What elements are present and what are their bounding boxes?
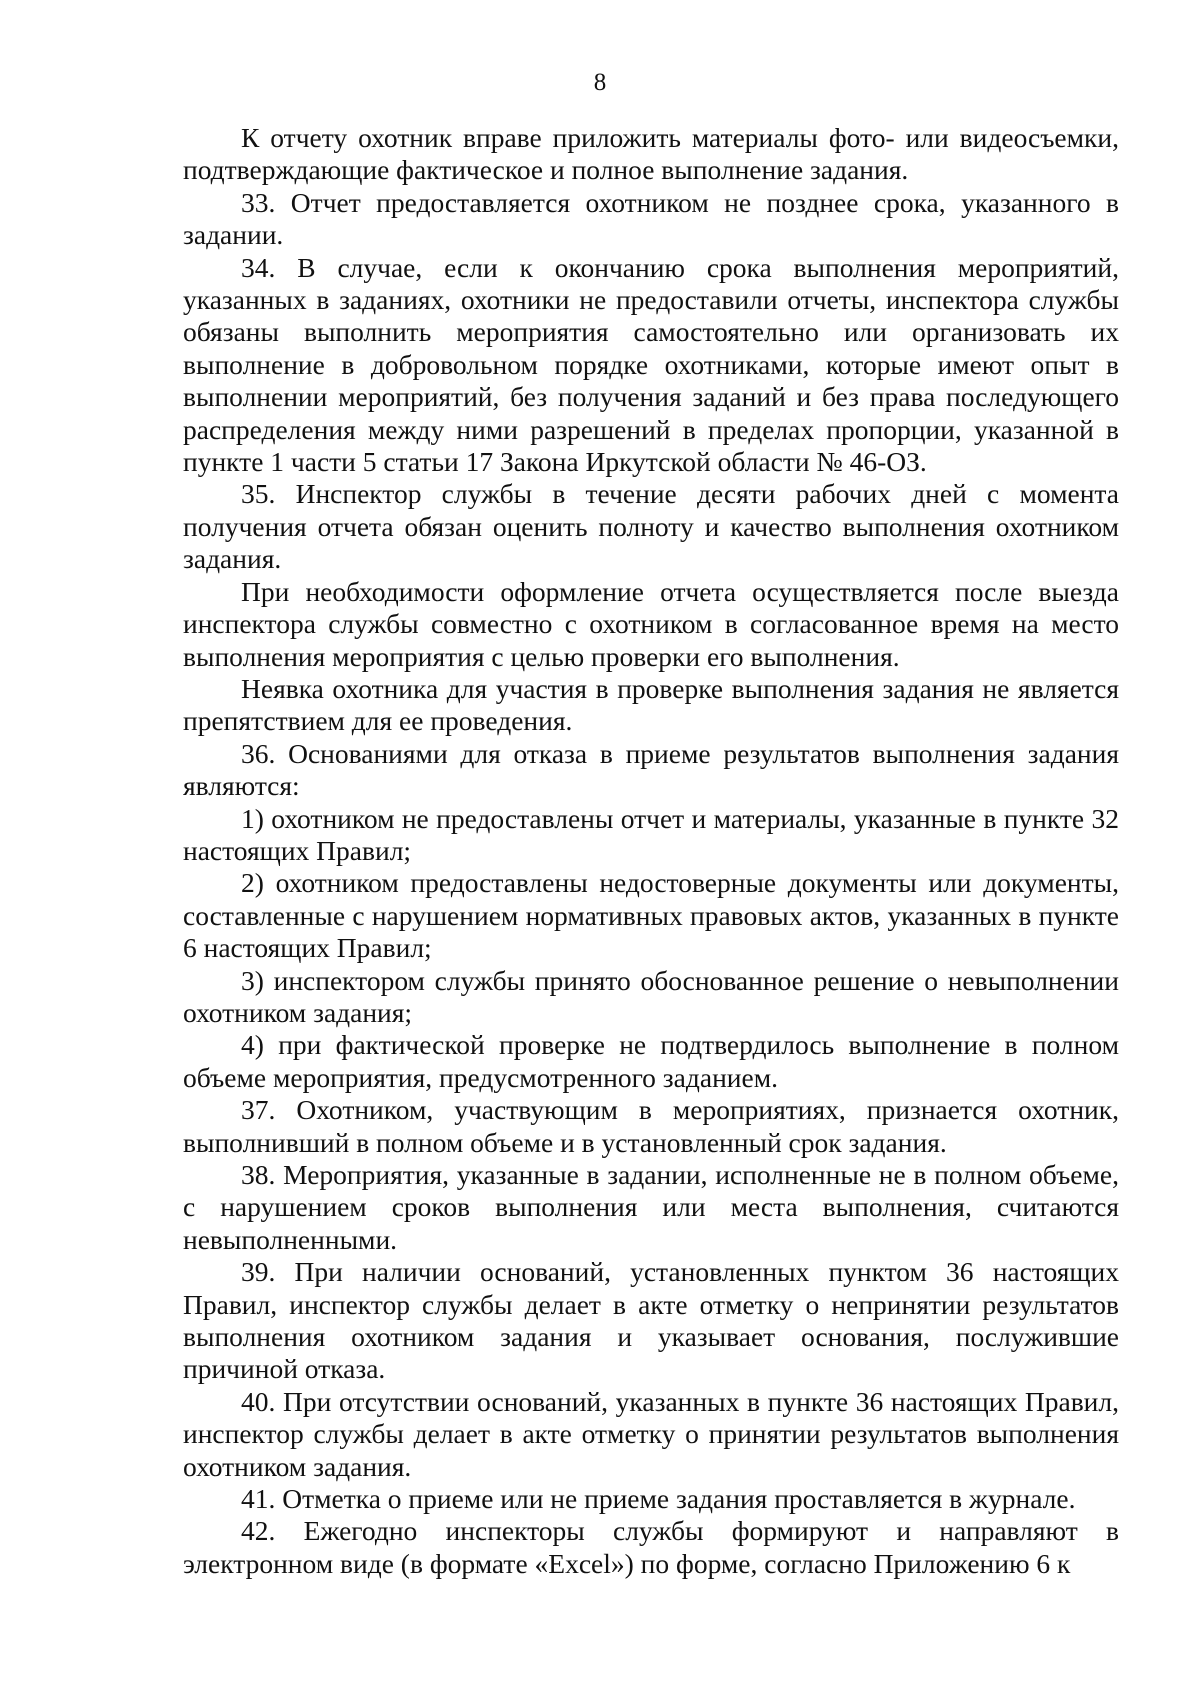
list-item-36-1: 1) охотником не предоставлены отчет и материалы, указанные в пункте 32 настоящих Правил; — [183, 802, 1119, 866]
list-item-36-3: 3) инспектором службы принято обоснованное решение о невыполнении охотником задания; — [183, 964, 1119, 1028]
paragraph-report-materials: К отчету охотник вправе приложить материалы фото- или видеосъемки, подтверждающие фактическое и полное выполнение задания. — [183, 122, 1119, 186]
document-body — [183, 122, 1119, 1580]
paragraph-37: 37. Охотником, участвующим в мероприятиях, признается охотник, выполнивший в полном объеме и в установленный срок задания. — [183, 1094, 1119, 1158]
paragraph-42: 42. Ежегодно инспекторы службы формируют и направляют в электронном виде (в формате «Excel») по форме, согласно Приложению 6 к — [183, 1515, 1119, 1579]
page-number: 8 — [593, 69, 607, 96]
list-item-36-4: 4) при фактической проверке не подтвердилось выполнение в полном объеме мероприятия, предусмотренного заданием. — [183, 1029, 1119, 1093]
paragraph-33: 33. Отчет предоставляется охотником не позднее срока, указанного в задании. — [183, 186, 1119, 251]
paragraph-35-joint-inspection: При необходимости оформление отчета осуществляется после выезда инспектора службы совместно с охотником в согласованное время на место выполнения мероприятия с целью проверки его выполнения. — [183, 575, 1119, 672]
list-item-36-2: 2) охотником предоставлены недостоверные документы или документы, составленные с нарушением нормативных правовых актов, указанных в пункте 6 настоящих Правил; — [183, 867, 1119, 964]
paragraph-35: 35. Инспектор службы в течение десяти рабочих дней с момента получения отчета обязан оценить полноту и качество выполнения охотником задания. — [183, 478, 1119, 575]
paragraph-40: 40. При отсутствии оснований, указанных в пункте 36 настоящих Правил, инспектор службы делает в акте отметку о принятии результатов выполнения охотником задания. — [183, 1385, 1119, 1482]
paragraph-38: 38. Мероприятия, указанные в задании, исполненные не в полном объеме, с нарушением сроков выполнения или места выполнения, считаются невыполненными. — [183, 1159, 1119, 1255]
paragraph-35-absence: Неявка охотника для участия в проверке выполнения задания не является препятствием для ее проведения. — [183, 672, 1119, 737]
paragraph-41: 41. Отметка о приеме или не приеме задания проставляется в журнале. — [241, 1483, 1076, 1515]
paragraph-39: 39. При наличии оснований, установленных пунктом 36 настоящих Правил, инспектор службы делает в акте отметку о непринятии результатов выполнения охотником задания и указывает основания, послужившие причиной отказа. — [183, 1256, 1119, 1385]
paragraph-36: 36. Основаниями для отказа в приеме результатов выполнения задания являются: — [183, 737, 1119, 802]
paragraph-34: 34. В случае, если к окончанию срока выполнения мероприятий, указанных в заданиях, охотники не предоставили отчеты, инспектора службы обязаны выполнить мероприятия самостоятельно или организовать их выполнение в добровольном порядке охотниками, которые имеют опыт в выполнении мероприятий, без получения заданий и без права последующего распределения между ними разрешений в пределах пропорции, указанной в пункте 1 части 5 статьи 17 Закона Иркутской области № 46-ОЗ. — [183, 251, 1119, 478]
